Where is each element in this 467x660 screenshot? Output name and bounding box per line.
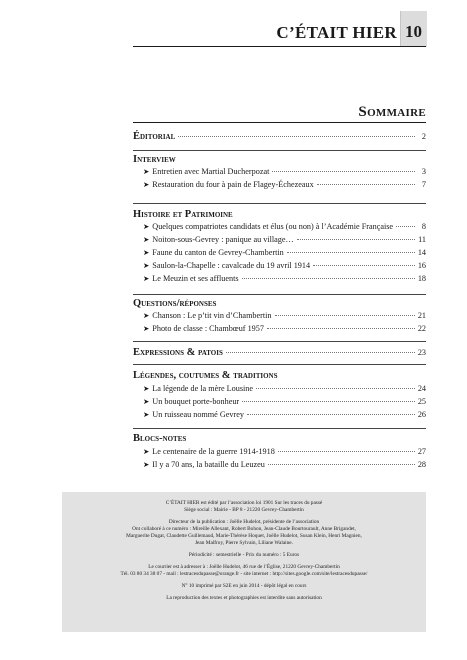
dot-leader: [272, 171, 415, 172]
dot-leader: [287, 252, 415, 253]
header-rule: [133, 46, 426, 47]
page-number: 24: [417, 384, 426, 393]
arrow-icon: ➤: [143, 180, 150, 189]
dot-leader: [226, 352, 415, 353]
page-number: 8: [421, 222, 426, 231]
section-questions: Questions/réponses: [133, 298, 217, 309]
toc-entry[interactable]: [143, 248, 426, 260]
toc-entry[interactable]: [143, 397, 426, 409]
entry-title: Il y a 70 ans, la bataille du Leuzeu: [152, 460, 265, 469]
page-number: 3: [421, 167, 426, 176]
section-title: Expressions & patois: [133, 347, 223, 358]
entry-title: Quelques compatriotes candidats et élus (ou non) à l’Académie Française: [152, 222, 394, 231]
arrow-icon: ➤: [143, 274, 150, 283]
entry-title: Le Meuzin et ses affluents: [152, 274, 239, 283]
entry-title: Un ruisseau nommé Gevrey: [152, 410, 244, 419]
entry-title: Restauration du four à pain de Flagey-Échezeaux: [152, 180, 314, 189]
credits-contact: Tél. 03 80 34 38 07 - mail : lestracesdupasse@orange.fr - site internet : http://sites.google.com/site/lestracesdupasse/: [120, 571, 368, 577]
section-rule: [133, 150, 426, 151]
page-number: 21: [417, 311, 426, 320]
entry-title: Noiton-sous-Gevrey : panique au village…: [152, 235, 294, 244]
credits-director: Directeur de la publication : Joëlle Hudelot, présidente de l’association: [168, 519, 320, 525]
page-number: 26: [417, 410, 426, 419]
entry-title: Le centenaire de la guerre 1914-1918: [152, 447, 275, 456]
page-number: 16: [417, 261, 426, 270]
page-number: 2: [421, 132, 426, 141]
credits-printing: N° 10 imprimé par S2E en juin 2014 - dépôt légal en cours: [181, 583, 307, 589]
arrow-icon: ➤: [143, 222, 150, 231]
toc-entry[interactable]: [143, 410, 426, 422]
section-expressions[interactable]: [133, 347, 426, 359]
section-rule: [133, 428, 426, 429]
arrow-icon: ➤: [143, 324, 150, 333]
credits-mail-address: Le courrier est à adresser à : Joëlle Hudelot, 46 rue de l’Église, 21220 Gevrey-Chambertin: [148, 564, 340, 570]
dot-leader: [267, 328, 415, 329]
section-rule: [133, 341, 426, 342]
sommaire-rule: [133, 122, 426, 123]
dot-leader: [268, 464, 415, 465]
toc-entry[interactable]: [143, 384, 426, 396]
section-interview: Interview: [133, 154, 176, 165]
toc-entry[interactable]: [143, 274, 426, 286]
section-title: Éditorial: [133, 131, 176, 142]
issue-number: 10: [405, 22, 422, 41]
entry-title: Faune du canton de Gevrey-Chambertin: [152, 248, 284, 257]
dot-leader: [313, 265, 415, 266]
dot-leader: [247, 414, 415, 415]
section-legendes: Légendes, coutumes & traditions: [133, 370, 278, 381]
toc-entry[interactable]: [143, 167, 426, 179]
dot-leader: [297, 239, 415, 240]
page-number: 14: [417, 248, 426, 257]
arrow-icon: ➤: [143, 447, 150, 456]
toc-entry[interactable]: [143, 447, 426, 459]
arrow-icon: ➤: [143, 384, 150, 393]
toc-entry[interactable]: [143, 261, 426, 273]
section-blocs-notes: Blocs-notes: [133, 433, 187, 444]
toc-entry[interactable]: [143, 311, 426, 323]
entry-title: Photo de classe : Chambœuf 1957: [152, 324, 264, 333]
dot-leader: [278, 451, 415, 452]
entry-title: Saulon-la-Chapelle : cavalcade du 19 avril 1914: [152, 261, 311, 270]
page-number: 23: [417, 348, 426, 357]
credits-periodicity: Périodicité : semestrielle - Prix du numéro : 5 Euros: [188, 552, 300, 558]
dot-leader: [242, 278, 415, 279]
page-number: 22: [417, 324, 426, 333]
credits-contributors: Jean Malfroy, Pierre Sylvain, Liliane Walaine.: [195, 540, 293, 546]
entry-title: Chanson : Le p’tit vin d’Chambertin: [152, 311, 272, 320]
arrow-icon: ➤: [143, 235, 150, 244]
toc-entry[interactable]: [143, 460, 426, 472]
sommaire-title: Sommaire: [358, 104, 426, 120]
page-number: 18: [417, 274, 426, 283]
page-header: [0, 0, 467, 48]
magazine-title: C’ÉTAIT HIER: [276, 23, 397, 42]
arrow-icon: ➤: [143, 397, 150, 406]
page-number: 25: [417, 397, 426, 406]
page-number: 11: [418, 235, 426, 244]
arrow-icon: ➤: [143, 248, 150, 257]
section-histoire: Histoire et Patrimoine: [133, 209, 233, 220]
toc-entry[interactable]: [143, 222, 426, 234]
credits-rights: La reproduction des textes et photographies est interdite sans autorisation: [166, 595, 322, 601]
dot-leader: [396, 226, 415, 227]
credits-address: Siège social : Mairie - BP 8 - 21220 Gevrey-Chambertin: [184, 507, 304, 513]
arrow-icon: ➤: [143, 167, 150, 176]
credits-contributors: Marguerite Dugat, Claudette Guillemaud, Marie-Thérèse Hoquet, Joëlle Hudelot, Susan Klein, Henri Magnien,: [126, 533, 362, 539]
page-number: 27: [417, 447, 426, 456]
toc-entry[interactable]: [143, 324, 426, 336]
entry-title: Entretien avec Martial Ducherpozat: [152, 167, 270, 176]
page-number: 28: [417, 460, 426, 469]
entry-title: Un bouquet porte-bonheur: [152, 397, 240, 406]
credits-publisher: C’ÉTAIT HIER est édité par l’association loi 1901 Sur les traces du passé: [165, 500, 323, 506]
dot-leader: [242, 401, 415, 402]
dot-leader: [256, 388, 415, 389]
section-rule: [133, 294, 426, 295]
dot-leader: [317, 184, 415, 185]
dot-leader: [178, 136, 415, 137]
toc-entry[interactable]: [143, 235, 426, 247]
section-rule: [133, 203, 426, 204]
entry-title: La légende de la mère Lousine: [152, 384, 254, 393]
credits-contributors: Ont collaboré à ce numéro : Mireille Allexant, Robert Bohon, Jean-Claude Bourtourault, Anne Brigandet,: [132, 526, 356, 532]
arrow-icon: ➤: [143, 460, 150, 469]
section-editorial[interactable]: [133, 131, 426, 143]
toc-entry[interactable]: [143, 180, 426, 192]
arrow-icon: ➤: [143, 311, 150, 320]
arrow-icon: ➤: [143, 261, 150, 270]
page-number: 7: [421, 180, 426, 189]
arrow-icon: ➤: [143, 410, 150, 419]
section-rule: [133, 364, 426, 365]
dot-leader: [275, 315, 415, 316]
